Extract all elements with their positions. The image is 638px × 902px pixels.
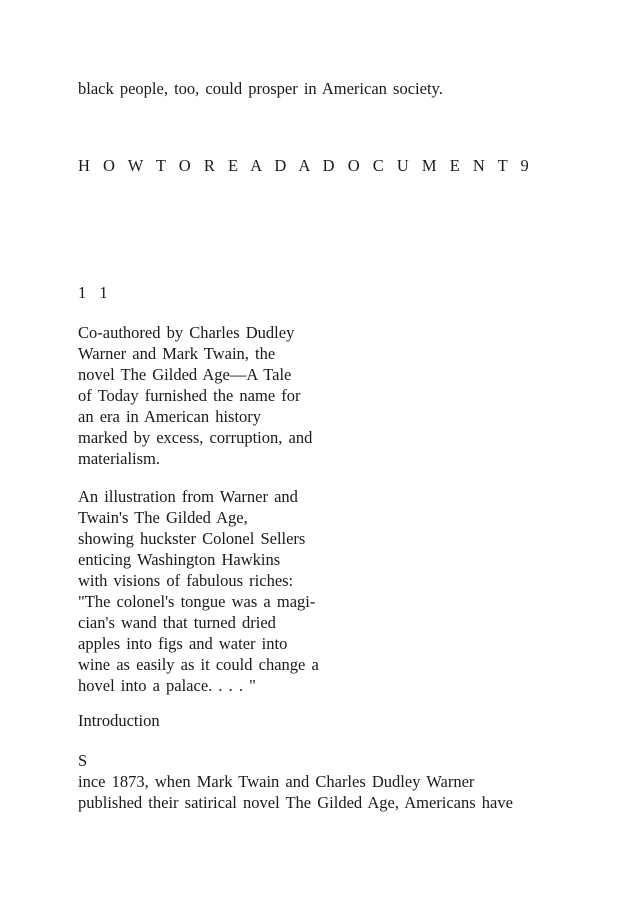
opening-line: black people, too, could prosper in American society.	[78, 79, 443, 98]
caption-line: "The colonel's tongue was a magi-	[78, 592, 316, 611]
caption-line: Twain's The Gilded Age,	[78, 508, 248, 527]
caption-line: with visions of fabulous riches:	[78, 571, 294, 590]
running-header: H O W T O R E A D A D O C U M E N T 9	[78, 156, 534, 175]
caption-line: marked by excess, corruption, and	[78, 428, 313, 447]
body-line: ince 1873, when Mark Twain and Charles Dudley Warner	[78, 772, 475, 791]
caption-line: cian's wand that turned dried	[78, 613, 276, 632]
caption-line: enticing Washington Hawkins	[78, 550, 281, 569]
caption-line: apples into figs and water into	[78, 634, 288, 653]
caption-line: showing huckster Colonel Sellers	[78, 529, 306, 548]
caption-line: materialism.	[78, 449, 161, 468]
section-heading: Introduction	[78, 711, 160, 730]
caption-line: An illustration from Warner and	[78, 487, 298, 506]
drop-letter: S	[78, 751, 88, 770]
caption-line: Co-authored by Charles Dudley	[78, 323, 295, 342]
body-line: published their satirical novel The Gilded Age, Americans have	[78, 793, 513, 812]
caption-line: novel The Gilded Age—A Tale	[78, 365, 292, 384]
caption-line: hovel into a palace. . . . "	[78, 676, 256, 695]
caption-line: an era in American history	[78, 407, 262, 426]
page-number: 1 1	[78, 283, 113, 302]
caption-line: of Today furnished the name for	[78, 386, 301, 405]
caption-line: Warner and Mark Twain, the	[78, 344, 276, 363]
caption-line: wine as easily as it could change a	[78, 655, 319, 674]
